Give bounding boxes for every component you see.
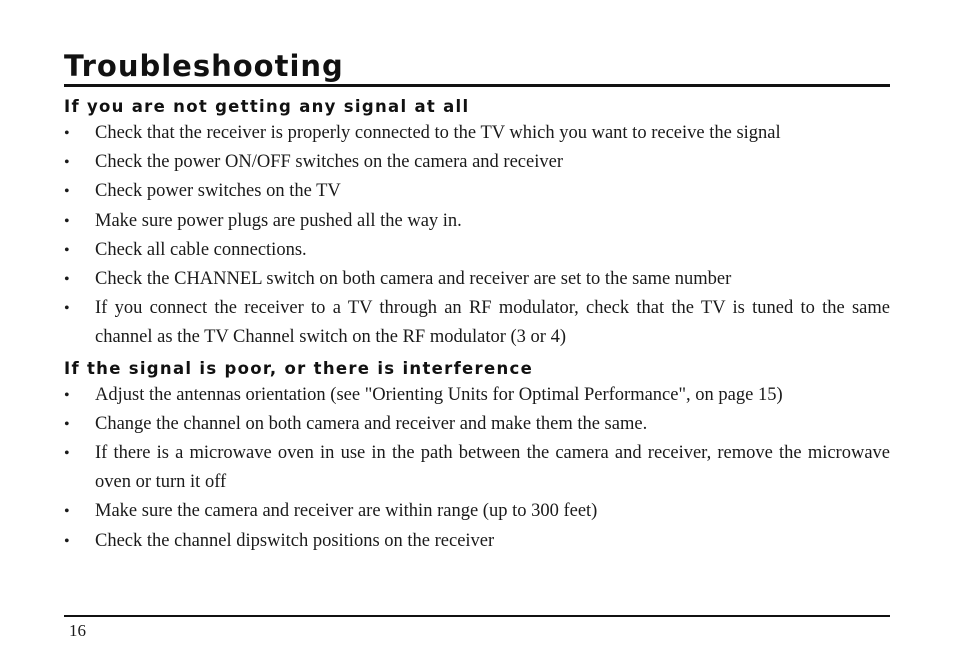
bullet-icon: • <box>64 415 70 433</box>
list-item <box>64 236 890 265</box>
bullet-icon: • <box>64 503 70 521</box>
bullet-icon: • <box>64 241 70 259</box>
list-item-text: Change the channel on both camera and receiver and make them the same. <box>95 413 648 434</box>
list-item <box>64 119 890 148</box>
list-item <box>64 410 890 439</box>
poor-signal-checklist <box>64 381 890 556</box>
document-page <box>64 48 890 560</box>
bullet-icon: • <box>64 532 70 550</box>
list-item-text: If there is a microwave oven in use in the path between the camera and receiver, remove the microwave oven or turn it off <box>95 443 890 493</box>
page-title: Troubleshooting <box>64 49 344 83</box>
list-item <box>64 294 890 352</box>
bullet-icon: • <box>64 386 70 404</box>
page-number: 16 <box>69 621 86 640</box>
list-item <box>64 381 890 410</box>
section-heading-poor-signal: If the signal is poor, or there is interference <box>64 358 534 378</box>
list-item <box>64 265 890 294</box>
list-item-text: Check the CHANNEL switch on both camera and receiver are set to the same number <box>95 269 732 290</box>
bullet-icon: • <box>64 183 70 201</box>
footer-divider <box>64 615 890 617</box>
list-item-text: Adjust the antennas orientation (see "Orienting Units for Optimal Performance", on page 15) <box>95 384 783 405</box>
list-item-text: Make sure the camera and receiver are within range (up to 300 feet) <box>95 501 598 522</box>
list-item <box>64 497 890 526</box>
list-item-text: Check the power ON/OFF switches on the camera and receiver <box>95 152 563 173</box>
title-divider <box>64 84 890 87</box>
list-item <box>64 439 890 497</box>
list-item-text: Make sure power plugs are pushed all the way in. <box>95 210 462 231</box>
bullet-icon: • <box>64 125 70 142</box>
list-item-text: Check all cable connections. <box>95 239 307 260</box>
bullet-icon: • <box>64 271 70 289</box>
list-item-text: Check the channel dipswitch positions on the receiver <box>95 530 495 551</box>
list-item-text: Check that the receiver is properly connected to the TV which you want to receive the signal <box>95 123 781 143</box>
list-item-text: Check power switches on the TV <box>95 181 341 202</box>
bullet-icon: • <box>64 445 70 463</box>
bullet-icon: • <box>64 154 70 172</box>
list-item <box>64 527 890 556</box>
list-item <box>64 177 890 206</box>
bullet-icon: • <box>64 212 70 230</box>
bullet-icon: • <box>64 300 70 318</box>
list-item-text: If you connect the receiver to a TV through an RF modulator, check that the TV is tuned to the same channel as the TV Channel switch on the RF modulator (3 or 4) <box>95 298 890 348</box>
section-heading-no-signal: If you are not getting any signal at all <box>64 97 470 116</box>
list-item <box>64 207 890 236</box>
list-item <box>64 148 890 177</box>
no-signal-checklist <box>64 119 890 353</box>
